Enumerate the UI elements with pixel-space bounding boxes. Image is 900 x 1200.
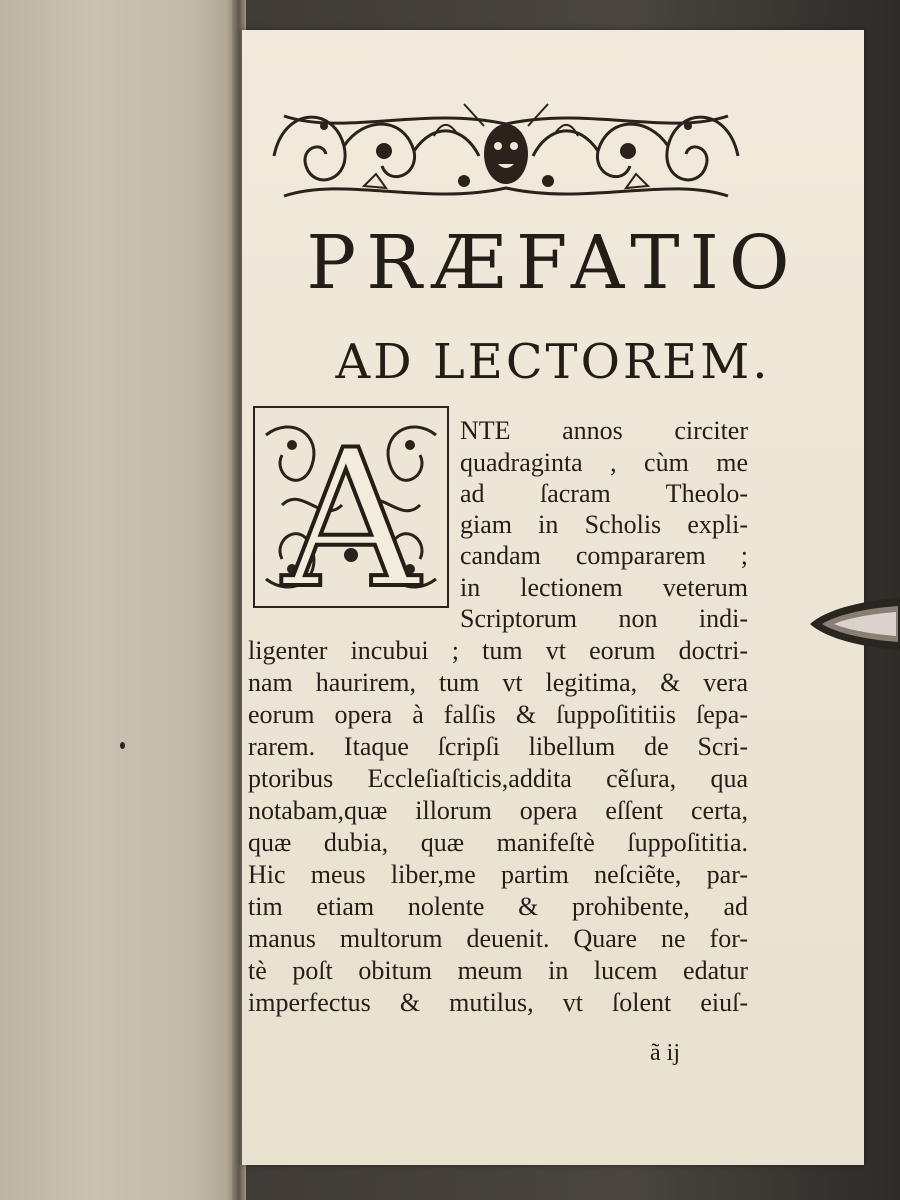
text-line: quadraginta , cùm me [460,448,748,477]
text-line: in lectionem veterum [460,573,748,602]
text-line: candam compararem ; [460,541,748,570]
paper-speck [120,742,125,749]
text-line: imperfectus & mutilus, vt ſolent eiuſ- [248,988,748,1017]
text-line: manus multorum deuenit. Quare ne for- [248,924,748,953]
book-page [242,30,864,1165]
text-line: eorum opera à falſis & ſuppoſititiis ſepa- [248,700,748,729]
initial-letter-glyph: A [282,409,420,609]
signature-mark: ã ij [650,1040,680,1066]
decorated-initial-letter [252,405,450,609]
text-line: ptoribus Eccleſiaſticis,addita cẽſura, qua [248,764,748,793]
text-line: ad ſacram Theolo- [460,479,748,508]
text-line: nam haurirem, tum vt legitima, & vera [248,668,748,697]
text-line: NTE annos circiter [460,416,748,445]
text-line: tè poſt obitum meum in lucem edatur [248,956,748,985]
page-title: PRÆFATIO [306,220,800,306]
text-line: Scriptorum non indi- [460,604,748,633]
text-line: tim etiam nolente & prohibente, ad [248,892,748,921]
ornamental-headpiece [264,96,748,214]
text-line: notabam,quæ illorum opera eſſent certa, [248,796,748,825]
page-subtitle: AD LECTOREM. [335,334,771,390]
text-line: quæ dubia, quæ manifeſtè ſuppoſititia. [248,828,748,857]
text-line: giam in Scholis expli- [460,510,748,539]
text-line: Hic meus liber,me partim neſciẽte, par- [248,860,748,889]
metal-page-pointer [808,594,900,654]
text-line: ligenter incubui ; tum vt eorum doctri- [248,636,748,665]
left-page [0,0,240,1200]
text-line: rarem. Itaque ſcripſi libellum de Scri- [248,732,748,761]
